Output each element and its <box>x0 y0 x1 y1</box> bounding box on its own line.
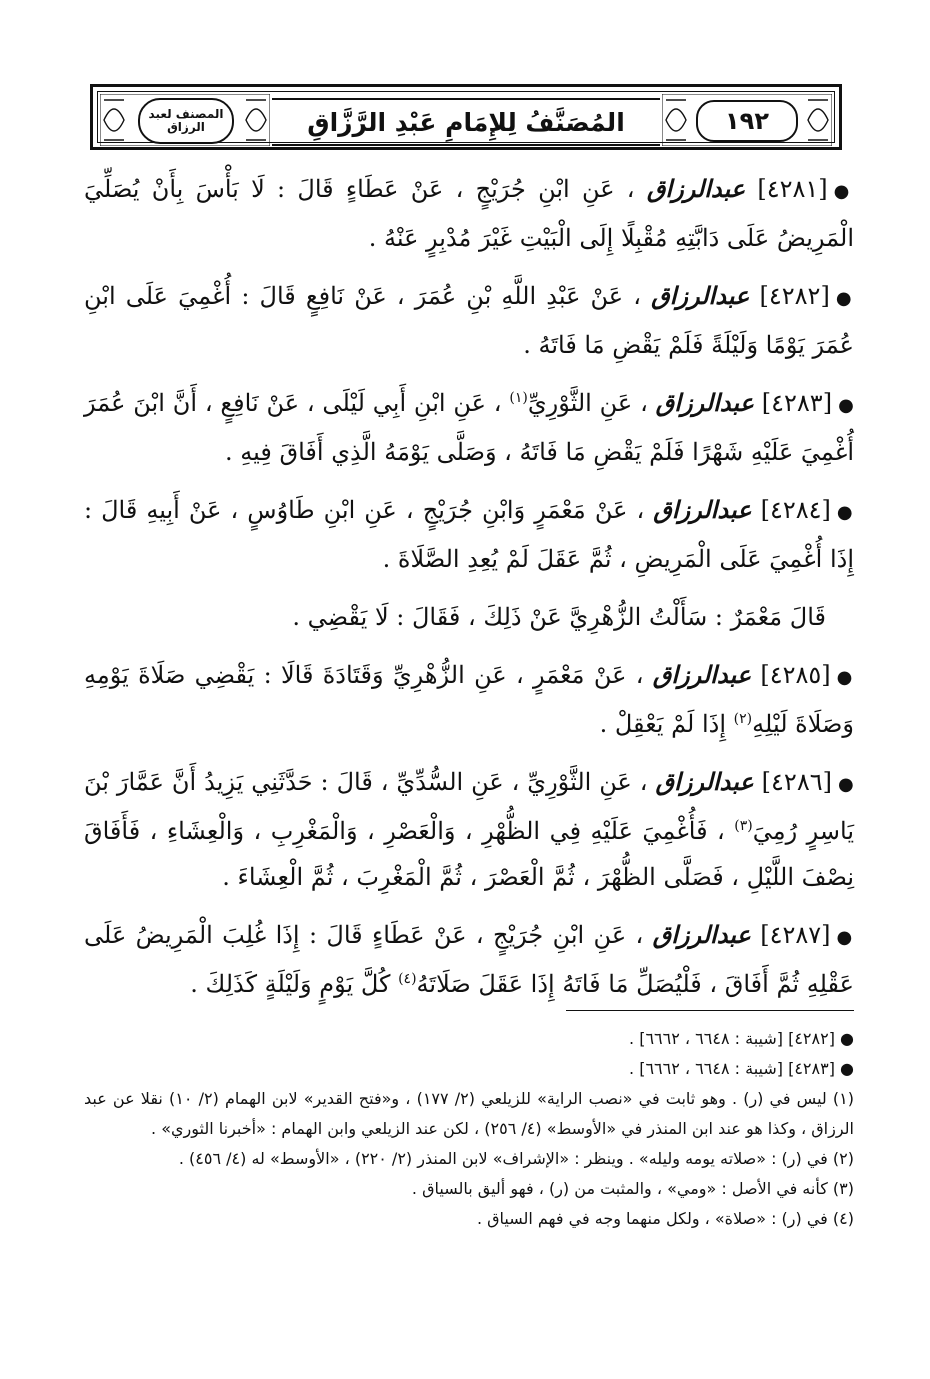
hadith-number: [٤٢٨٦] <box>761 768 832 796</box>
hadith-number: [٤٢٨٣] <box>761 389 833 417</box>
hadith-text: ، عَنِ الثَّوْرِيِّ ، عَنِ السُّدِّيِّ ، قَالَ : حَدَّثَنِي يَزِيدُ أَنَّ عَمَّارَ بْنَ يَاسِرٍ رُمِيَ <box>84 768 854 845</box>
narrator-name: عبدالرزاق <box>646 174 746 203</box>
source-reference <box>84 1024 854 1054</box>
hadith-number: [٤٢٨٧] <box>760 921 831 949</box>
hadith-entry <box>84 487 854 582</box>
footnote-marker[interactable]: (٤) <box>398 971 417 987</box>
hadith-number: [٤٢٨١] <box>757 175 828 203</box>
hadith-text: ، عَنْ مَعْمَرٍ ، عَنِ الزُّهْرِيِّ وَقَتَادَةَ قَالَا : يَقْضِي صَلَاةَ يَوْمِهِ وَصَلَاةَ لَيْلِهِ <box>84 661 854 738</box>
hadith-entry <box>84 759 854 900</box>
hadith-entry <box>84 652 854 747</box>
page-number: ١٩٢ <box>696 100 798 142</box>
hadith-text: ، عَنْ عَبْدِ اللَّهِ بْنِ عُمَرَ ، عَنْ نَافِعٍ قَالَ : أُغْمِيَ عَلَى ابْنِ عُمَرَ يَوْمًا وَلَيْلَةً فَلَمْ يَقْضِ مَا فَاتَهُ . <box>84 282 854 359</box>
page-header <box>90 84 842 150</box>
narrator-name: عبدالرزاق <box>651 281 750 310</box>
narrator-name: عبدالرزاق <box>652 660 752 689</box>
hadith-text: ، عَنِ ابْنِ جُرَيْجٍ ، عَنْ عَطَاءٍ قَالَ : إِذَا غُلِبَ الْمَرِيضُ عَلَى عَقْلِهِ ثُمَّ أَفَاقَ ، فَلْيُصَلِّ مَا فَاتَهُ إِذَا عَقَلَ صَلَاتَهُ <box>84 921 854 998</box>
hadith-entry <box>84 380 854 475</box>
narrator-name: عبدالرزاق <box>655 767 754 796</box>
book-seal: المصنف لعبد الرزاق <box>138 98 234 144</box>
footnote-marker[interactable]: (١) <box>509 390 528 406</box>
hadith-text: إِذَا لَمْ يَعْقِلْ . <box>599 710 727 738</box>
bullet-icon: ● <box>836 927 854 948</box>
bullet-icon: ● <box>836 502 854 523</box>
narrator-name: عبدالرزاق <box>655 388 754 417</box>
hadith-text: ، عَنِ الثَّوْرِيِّ <box>527 389 648 417</box>
hadith-entry <box>84 912 854 1007</box>
source-reference-text: [٤٢٨٢] [شيبة : ٦٦٤٨ ، ٦٦٦٢] . <box>629 1029 835 1048</box>
source-reference <box>84 1054 854 1084</box>
bullet-icon: ● <box>837 774 854 795</box>
bullet-icon: ● <box>836 667 854 688</box>
narrator-name: عبدالرزاق <box>653 495 752 524</box>
hadith-entry <box>84 166 854 261</box>
footnote-3: (٣) كأنه في الأصل : «ومي» ، والمثبت من (ر) ، فهو أليق بالسياق . <box>411 1179 854 1198</box>
bullet-icon: ● <box>834 1059 854 1078</box>
footnote-4: (٤) في (ر) : «صلاة» ، ولكل منهما وجه في فهم السياق . <box>476 1209 854 1228</box>
bullet-icon: ● <box>834 1029 854 1048</box>
hadith-number: [٤٢٨٤] <box>760 496 831 524</box>
bullet-icon: ● <box>838 395 854 416</box>
header-frame <box>97 91 835 143</box>
hadith-number: [٤٢٨٢] <box>759 282 830 310</box>
hadith-text: ، عَنِ ابْنِ جُرَيْجٍ ، عَنْ عَطَاءٍ قَالَ : لَا بَأْسَ بِأَنْ يُصَلِّيَ الْمَرِيضُ عَلَى دَابَّتِهِ مُقْبِلًا إِلَى الْبَيْتِ غَيْرَ مُدْبِرٍ عَنْهُ . <box>84 175 854 252</box>
narrator-name: عبدالرزاق <box>652 920 751 949</box>
book-title: المُصَنَّفُ لِلإِمَامِ عَبْدِ الرَّزَّاقِ <box>307 107 625 137</box>
hadith-number: [٤٢٨٥] <box>760 661 831 689</box>
header-title-band <box>272 98 660 146</box>
footnote-1: (١) ليس في (ر) . وهو ثابت في «نصب الراية» للزيلعي (٢/ ١٧٧) ، و«فتح القدير» لابن الهمام (٢/ ١٠) نقلا عن عبد الرزاق ، وكذا هو عند ابن المنذر في «الأوسط» (٤/ ٢٥٦) ، لكن عند الزيلعي وابن الهمام : «أخبرنا الثوري» . <box>84 1089 855 1138</box>
footnotes <box>84 1024 854 1234</box>
source-reference-text: [٤٢٨٣] [شيبة : ٦٦٤٨ ، ٦٦٦٢] . <box>629 1059 835 1078</box>
hadith-comment: قَالَ مَعْمَرٌ : سَأَلْتُ الزُّهْرِيَّ عَنْ ذَلِكَ ، فَقَالَ : لَا يَقْضِي . <box>292 603 826 631</box>
footnote-marker[interactable]: (٢) <box>733 711 753 727</box>
footnote-marker[interactable]: (٣) <box>734 818 753 834</box>
hadith-text: ، عَنِ ابْنِ أَبِي لَيْلَى ، عَنْ نَافِعٍ ، أَنَّ ابْنَ عُمَرَ أُغْمِيَ عَلَيْهِ شَهْرًا فَلَمْ يَقْضِ مَا فَاتَهُ ، وَصَلَّى يَوْمَهُ الَّذِي أَفَاقَ فِيهِ . <box>84 389 854 466</box>
main-text <box>84 166 854 1019</box>
footnote-separator <box>566 1010 854 1011</box>
footnote-2: (٢) في (ر) : «صلاته يومه وليله» . وينظر : «الإشراف» لابن المنذر (٢/ ٢٢٠) ، «الأوسط» له (٤/ ٤٥٦) . <box>178 1149 854 1168</box>
hadith-entry <box>84 273 854 368</box>
hadith-text: ، عَنْ مَعْمَرٍ وَابْنِ جُرَيْجٍ ، عَنِ ابْنِ طَاوُسٍ ، عَنْ أَبِيهِ قَالَ : إِذَا أُغْمِيَ عَلَى الْمَرِيضِ ، ثُمَّ عَقَلَ لَمْ يُعِدِ الصَّلَاةَ . <box>84 496 854 573</box>
hadith-text: ، فَأُغْمِيَ عَلَيْهِ فِي الظُّهْرِ ، وَالْعَصْرِ ، وَالْمَغْرِبِ ، وَالْعِشَاءِ ، فَأَفَاقَ نِصْفَ اللَّيْلِ ، فَصَلَّى الظُّهْرَ ، ثُمَّ الْعَصْرَ ، ثُمَّ الْمَغْرِبَ ، ثُمَّ الْعِشَاءَ . <box>84 817 854 891</box>
bullet-icon: ● <box>835 288 854 309</box>
hadith-text: كُلَّ يَوْمٍ وَلَيْلَةٍ كَذَلِكَ . <box>190 970 391 998</box>
bullet-icon: ● <box>833 181 854 202</box>
